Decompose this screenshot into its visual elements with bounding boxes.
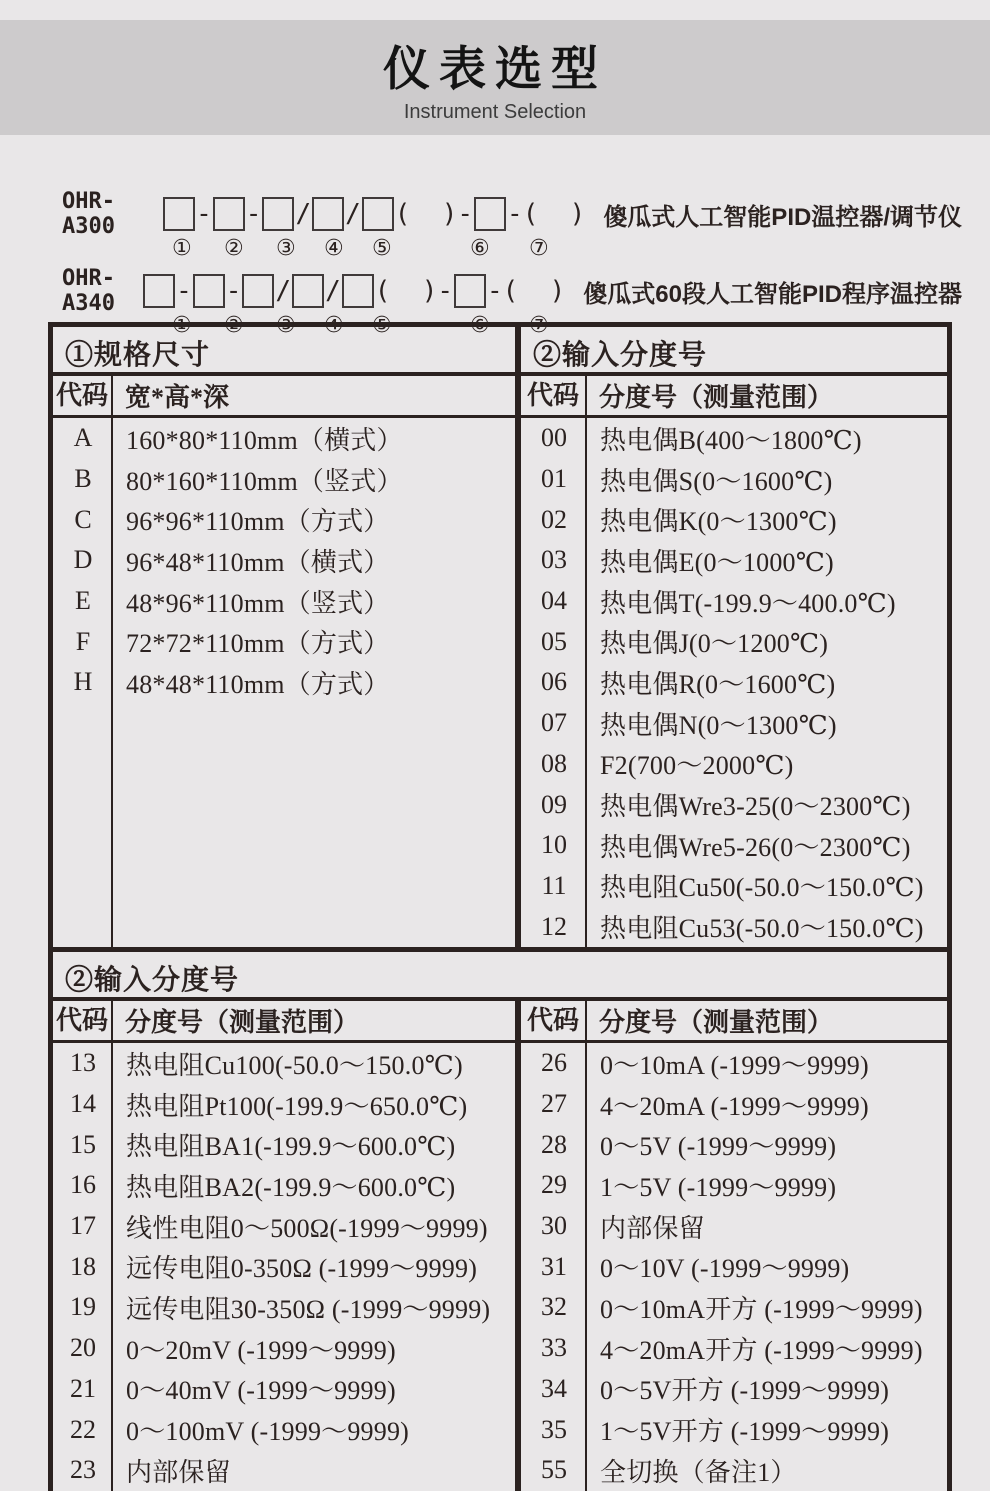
table-row	[53, 621, 515, 662]
value-cell: 热电阻Cu100(-50.0～150.0℃)	[126, 1050, 463, 1080]
section-2	[53, 952, 947, 1491]
model-code: OHR-A340	[62, 266, 115, 316]
code-cell: 22	[70, 1414, 96, 1444]
code-cell: 10	[541, 830, 567, 860]
code-cell: 05	[541, 626, 567, 656]
pattern-segment	[242, 274, 274, 308]
table-row	[53, 1287, 515, 1328]
value-cell: 热电偶Wre3-25(0～2300℃)	[600, 792, 911, 822]
ordering-pattern	[142, 274, 565, 308]
code-cell: 12	[541, 911, 567, 941]
code-cell: A	[73, 423, 93, 453]
value-cell: 0～100mV (-1999～9999)	[126, 1417, 410, 1447]
pattern-segment	[262, 197, 294, 231]
table-row	[53, 1450, 515, 1491]
value-column-header: 分度号（测量范围）	[125, 1008, 360, 1037]
model-line	[62, 189, 962, 239]
code-cell: 21	[70, 1373, 96, 1403]
code-cell: D	[73, 545, 93, 575]
pattern-segment	[213, 197, 245, 231]
input-grad-body-right	[521, 1043, 947, 1491]
table-row	[53, 1165, 515, 1206]
pattern-segment	[454, 274, 486, 308]
value-cell: 热电偶K(0～1300℃)	[600, 507, 837, 537]
ordering-pattern	[162, 197, 585, 231]
value-cell: 内部保留	[126, 1457, 231, 1487]
column-divider	[111, 1043, 113, 1491]
value-cell: 1～5V开方 (-1999～9999)	[600, 1417, 890, 1447]
code-cell: 04	[541, 586, 567, 616]
pattern-segment: -	[457, 199, 474, 229]
model-code: OHR-A300	[62, 189, 115, 239]
pattern-segment: ( )	[374, 276, 438, 306]
code-cell: 07	[541, 708, 567, 738]
position-marker: ④	[324, 313, 344, 338]
value-column-header: 分度号（测量范围）	[599, 383, 834, 412]
table-row	[53, 1043, 515, 1084]
value-column-header: 分度号（测量范围）	[599, 1008, 834, 1037]
value-cell: 96*48*110mm（横式）	[126, 547, 390, 577]
pattern-segment	[474, 197, 506, 231]
value-cell: 热电阻Cu53(-50.0～150.0℃)	[600, 914, 924, 944]
table-row	[53, 581, 515, 622]
value-cell: 热电偶E(0～1000℃)	[600, 547, 834, 577]
column-divider	[585, 1043, 587, 1491]
column-header-row	[521, 1001, 947, 1043]
table-row	[53, 499, 515, 540]
position-marker: ⑦	[529, 236, 549, 261]
model-line	[62, 266, 962, 316]
code-cell: 55	[541, 1455, 567, 1485]
value-cell: 热电偶J(0～1200℃)	[600, 629, 829, 659]
value-cell: 远传电阻30-350Ω (-1999～9999)	[126, 1294, 491, 1324]
position-marker: ①	[172, 313, 192, 338]
code-cell: 16	[70, 1170, 96, 1200]
code-column-header: 代码	[521, 1001, 587, 1040]
table-row	[53, 1124, 515, 1165]
position-marker: ⑥	[470, 236, 490, 261]
code-cell: 19	[70, 1292, 96, 1322]
code-cell: 20	[70, 1333, 96, 1363]
code-cell: 35	[541, 1414, 567, 1444]
input-grad-title-2: ②输入分度号	[53, 952, 947, 1001]
value-column-header: 宽*高*深	[125, 383, 230, 412]
model-description: 傻瓜式人工智能PID温控器/调节仪	[603, 203, 962, 231]
code-cell: 30	[541, 1211, 567, 1241]
value-cell: 远传电阻0-350Ω (-1999～9999)	[126, 1254, 478, 1284]
spec-size-title: ①规格尺寸	[53, 327, 515, 376]
pattern-segment: /	[275, 276, 292, 306]
pattern-segment: /	[345, 199, 361, 229]
pattern-segment: /	[295, 199, 312, 229]
pattern-segment	[163, 197, 195, 231]
position-marker: ⑤	[372, 313, 392, 338]
value-cell: 0～40mV (-1999～9999)	[126, 1376, 396, 1406]
value-cell: 热电阻BA2(-199.9～600.0℃)	[126, 1172, 456, 1202]
pattern-segment: ( )	[502, 276, 566, 306]
value-cell: 48*48*110mm（方式）	[126, 669, 390, 699]
code-cell: 31	[541, 1251, 567, 1281]
table-row	[53, 1409, 515, 1450]
position-marker: ③	[276, 236, 296, 261]
code-cell: F	[75, 626, 91, 656]
value-cell: 48*96*110mm（竖式）	[126, 588, 390, 618]
value-cell: 热电阻Cu50(-50.0～150.0℃)	[600, 873, 924, 903]
value-cell: 1～5V (-1999～9999)	[600, 1172, 837, 1202]
pattern-segment: -	[507, 199, 523, 229]
value-cell: 全切换（备注1）	[600, 1457, 797, 1487]
code-cell: 02	[541, 504, 567, 534]
value-cell: 4～20mA开方 (-1999～9999)	[600, 1335, 923, 1365]
input-grad-body-left	[53, 1043, 515, 1491]
value-cell: 热电偶T(-199.9～400.0℃)	[600, 588, 896, 618]
code-cell: H	[73, 667, 93, 697]
table-row	[53, 540, 515, 581]
value-cell: 0～10mA (-1999～9999)	[600, 1050, 869, 1080]
model-description: 傻瓜式60段人工智能PID程序温控器	[583, 280, 962, 308]
code-cell: 11	[541, 870, 567, 900]
position-marker: ④	[324, 236, 344, 261]
value-cell: 0～10mA开方 (-1999～9999)	[600, 1294, 923, 1324]
code-cell: 17	[70, 1211, 96, 1241]
input-grad-table-right	[521, 1001, 947, 1491]
code-cell: 15	[70, 1129, 96, 1159]
code-column-header: 代码	[521, 376, 587, 415]
title-band	[0, 20, 990, 135]
code-cell: 06	[541, 667, 567, 697]
input-grad-table-top	[521, 327, 947, 947]
pattern-segment	[193, 274, 225, 308]
pattern-segment: ( )	[394, 199, 458, 229]
code-cell: 27	[541, 1089, 567, 1119]
value-cell: F2(700～2000℃)	[600, 751, 794, 781]
value-cell: 线性电阻0～500Ω(-1999～9999)	[126, 1213, 488, 1243]
position-marker: ①	[172, 236, 192, 261]
code-cell: 32	[541, 1292, 567, 1322]
column-header-row	[53, 1001, 515, 1043]
pattern-segment	[292, 274, 324, 308]
spec-size-body	[53, 418, 515, 947]
position-markers	[62, 236, 962, 266]
value-cell: 热电偶N(0～1300℃)	[600, 710, 837, 740]
code-cell: 08	[541, 748, 567, 778]
value-cell: 0～5V开方 (-1999～9999)	[600, 1376, 890, 1406]
code-cell: 13	[70, 1048, 96, 1078]
pattern-segment: -	[487, 276, 503, 306]
pattern-segment: -	[176, 276, 192, 306]
table-row	[53, 1084, 515, 1125]
page-subtitle: Instrument Selection	[403, 100, 587, 123]
pattern-segment: -	[196, 199, 212, 229]
value-cell: 0～10V (-1999～9999)	[600, 1254, 850, 1284]
value-cell: 热电阻Pt100(-199.9～650.0℃)	[126, 1091, 468, 1121]
table-row	[53, 1206, 515, 1247]
pattern-segment: -	[225, 276, 242, 306]
code-cell: 09	[541, 789, 567, 819]
selection-tables	[48, 322, 952, 1491]
code-cell: 29	[541, 1170, 567, 1200]
value-cell: 4～20mA (-1999～9999)	[600, 1091, 869, 1121]
value-cell: 热电偶R(0～1600℃)	[600, 669, 836, 699]
value-cell: 热电偶B(400～1800℃)	[600, 425, 862, 455]
section-2-columns	[53, 1001, 947, 1491]
position-marker: ③	[276, 313, 296, 338]
value-cell: 热电偶S(0～1600℃)	[600, 466, 833, 496]
input-grad-table-left	[53, 1001, 521, 1491]
pattern-segment	[143, 274, 175, 308]
code-cell: C	[74, 504, 92, 534]
pattern-segment	[362, 197, 394, 231]
code-cell: 01	[541, 464, 567, 494]
table-row	[53, 1328, 515, 1369]
value-cell: 80*160*110mm（竖式）	[126, 466, 403, 496]
pattern-segment: -	[437, 276, 454, 306]
table-row	[53, 662, 515, 703]
input-grad-body-top	[521, 418, 947, 947]
pattern-segment: /	[325, 276, 341, 306]
column-header-row	[521, 376, 947, 418]
code-cell: 00	[541, 423, 567, 453]
value-cell: 96*96*110mm（方式）	[126, 507, 390, 537]
value-cell: 72*72*110mm（方式）	[126, 629, 390, 659]
code-cell: 18	[70, 1251, 96, 1281]
code-cell: 23	[70, 1455, 96, 1485]
position-marker: ⑤	[372, 236, 392, 261]
value-cell: 0～5V (-1999～9999)	[600, 1132, 837, 1162]
code-cell: 33	[541, 1333, 567, 1363]
code-cell: 14	[70, 1089, 96, 1119]
table-row	[53, 1369, 515, 1410]
value-cell: 内部保留	[600, 1213, 705, 1243]
value-cell: 热电偶Wre5-26(0～2300℃)	[600, 832, 911, 862]
position-marker: ②	[224, 313, 244, 338]
pattern-segment	[342, 274, 374, 308]
input-grad-title: ②输入分度号	[521, 327, 947, 376]
pattern-segment: -	[245, 199, 262, 229]
page-title: 仪表选型	[383, 41, 607, 95]
code-cell: B	[74, 464, 92, 494]
value-cell: 0～20mV (-1999～9999)	[126, 1335, 396, 1365]
value-cell: 160*80*110mm（横式）	[126, 425, 403, 455]
position-marker: ⑥	[470, 313, 490, 338]
section-1	[53, 327, 947, 952]
pattern-segment: ( )	[522, 199, 586, 229]
position-marker: ②	[224, 236, 244, 261]
column-header-row	[53, 376, 515, 418]
code-column-header: 代码	[53, 1001, 113, 1040]
table-row	[53, 418, 515, 459]
value-cell: 热电阻BA1(-199.9～600.0℃)	[126, 1132, 456, 1162]
table-row	[53, 459, 515, 500]
column-divider	[585, 418, 587, 947]
code-cell: 03	[541, 545, 567, 575]
code-cell: 34	[541, 1373, 567, 1403]
pattern-segment	[312, 197, 344, 231]
code-cell: E	[75, 586, 91, 616]
table-row	[53, 1246, 515, 1287]
model-row-a300	[62, 189, 962, 266]
code-column-header: 代码	[53, 376, 113, 415]
code-cell: 28	[541, 1129, 567, 1159]
position-marker: ⑦	[529, 313, 549, 338]
column-divider	[111, 418, 113, 947]
spec-size-table	[53, 327, 521, 947]
code-cell: 26	[541, 1048, 567, 1078]
